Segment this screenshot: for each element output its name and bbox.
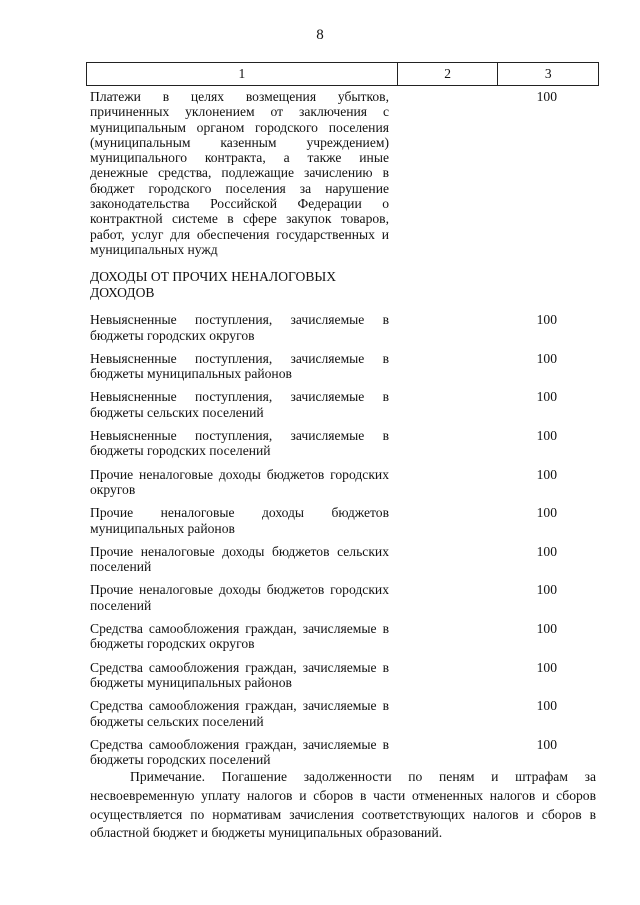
row-name: Прочие неналоговые доходы бюджетов сельских поселений <box>90 543 389 575</box>
table-row <box>90 351 599 382</box>
row-value: 100 <box>536 698 557 714</box>
table-row <box>90 621 599 652</box>
table-row <box>90 428 599 459</box>
table-header <box>86 62 599 86</box>
row-name: Невыясненные поступления, зачисляемые в бюджеты городских округов <box>90 312 389 343</box>
table-row <box>90 582 599 613</box>
row-name: Невыясненные поступления, зачисляемые в бюджеты сельских поселений <box>90 389 389 420</box>
table-row <box>90 737 599 768</box>
row-name: Невыясненные поступления, зачисляемые в бюджеты городских поселений <box>90 428 389 459</box>
table-row <box>90 312 599 343</box>
section-heading: ДОХОДЫ ОТ ПРОЧИХ НЕНАЛОГОВЫХ ДОХОДОВ <box>90 269 337 300</box>
row-value: 100 <box>536 736 557 752</box>
table-row <box>90 467 599 498</box>
table-row <box>90 660 599 691</box>
row-value: 100 <box>536 659 557 675</box>
row-value: 100 <box>536 582 557 598</box>
row-name: Платежи в целях возмещения убытков, причиненных уклонением от заключения с муниципальным органом городского поселения (муниципальным казенным учреждением) муниципального контракта, а также иные денежные средства, подлежащие зачислению в бюджет городского поселения за нарушение законодательства Российской Федерации о контрактной системе в сфере закупок товаров, работ, услуг для обеспечения государственных и муниципальных нужд <box>90 89 389 257</box>
table-row <box>90 89 599 257</box>
row-value: 100 <box>536 428 557 444</box>
row-name: Прочие неналоговые доходы бюджетов городских поселений <box>90 582 389 613</box>
table-row <box>90 505 599 536</box>
column-header-2: 2 <box>397 63 498 85</box>
page-number: 8 <box>316 27 324 43</box>
footnote: Примечание. Погашение задолженности по пеням и штрафам за несвоевременную уплату налогов и сборов в части отмененных налогов и сборов осуществляется по нормативам зачисления соответствующих налогов и сборов в областной бюджет и бюджеты муниципальных образований. <box>90 769 596 841</box>
table-body <box>90 89 599 775</box>
table-row <box>90 544 599 575</box>
row-name: Средства самообложения граждан, зачисляемые в бюджеты городских поселений <box>90 736 389 768</box>
table-row <box>90 389 599 420</box>
row-value: 100 <box>536 389 557 405</box>
row-value: 100 <box>536 89 557 104</box>
row-value: 100 <box>536 621 557 637</box>
row-name: Средства самообложения граждан, зачисляемые в бюджеты городских округов <box>90 621 389 652</box>
row-value: 100 <box>536 350 557 366</box>
row-name: Прочие неналоговые доходы бюджетов муниципальных районов <box>90 505 389 536</box>
column-header-3: 3 <box>497 63 599 85</box>
table-row <box>90 698 599 729</box>
row-value: 100 <box>536 466 557 482</box>
row-name: Средства самообложения граждан, зачисляемые в бюджеты сельских поселений <box>90 698 389 729</box>
row-name: Средства самообложения граждан, зачисляемые в бюджеты муниципальных районов <box>90 659 389 690</box>
column-header-1: 1 <box>86 63 397 85</box>
row-value: 100 <box>536 312 557 328</box>
row-value: 100 <box>536 505 557 521</box>
row-name: Невыясненные поступления, зачисляемые в бюджеты муниципальных районов <box>90 350 389 382</box>
row-name: Прочие неналоговые доходы бюджетов городских округов <box>90 466 389 497</box>
row-value: 100 <box>536 543 557 559</box>
